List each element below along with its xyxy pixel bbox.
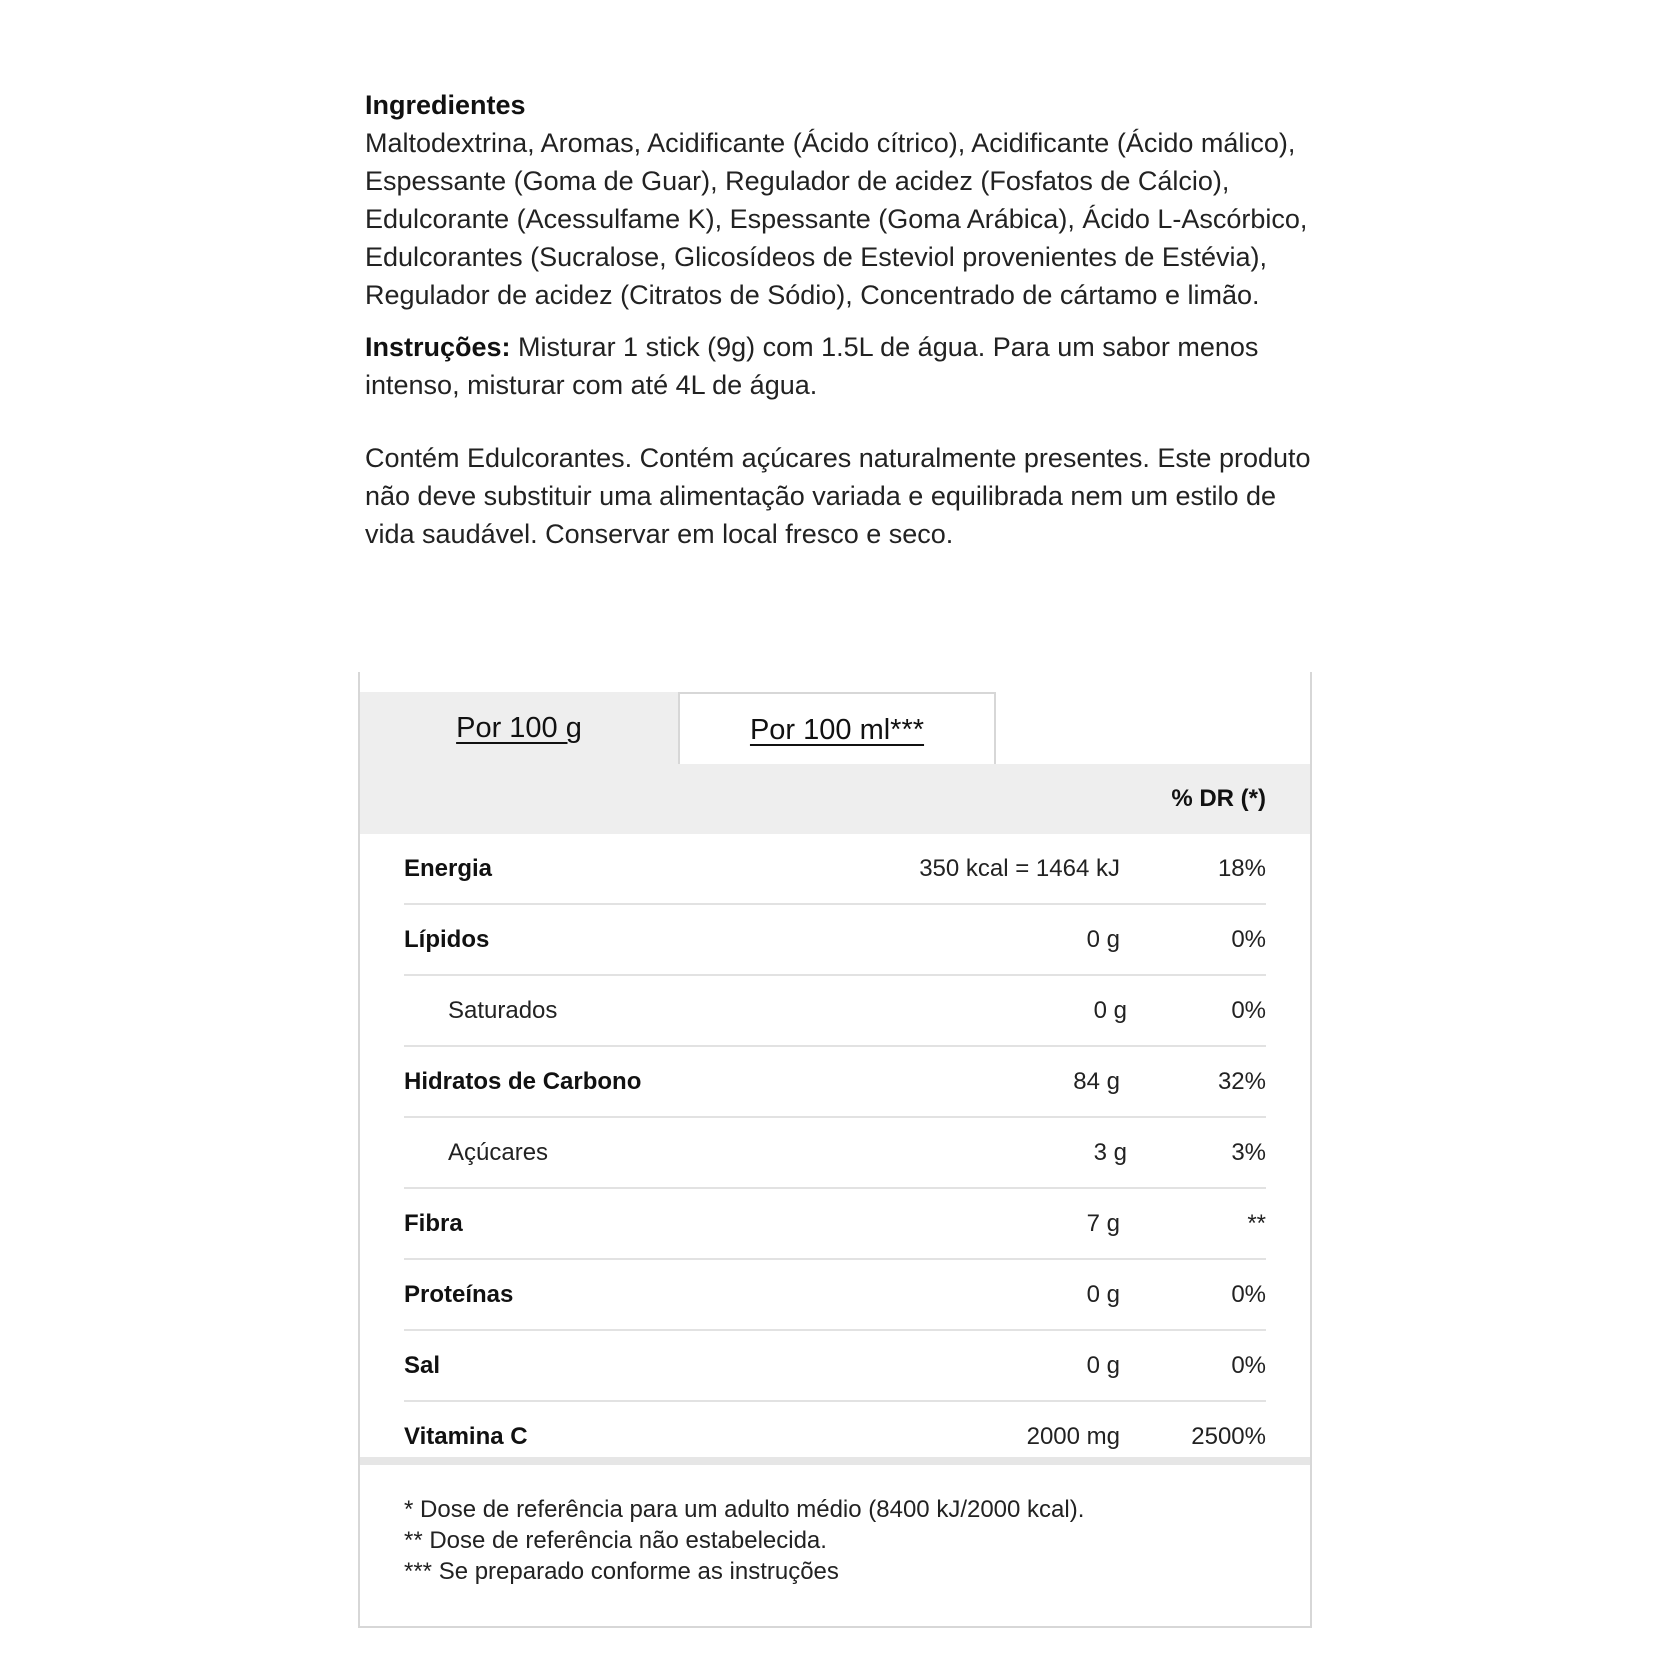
row-amount: 0 g — [1093, 997, 1127, 1024]
tab-per-100ml-label: Por 100 ml*** — [749, 714, 925, 746]
row-name: Hidratos de Carbono — [404, 1068, 642, 1095]
instructions — [365, 328, 1325, 404]
row-pct: 0% — [1231, 926, 1266, 953]
tab-per-100g-label: Por 100 g — [456, 712, 582, 744]
table-row — [404, 905, 1266, 976]
footnote: *** Se preparado conforme as instruções — [404, 1558, 839, 1585]
row-pct: 32% — [1217, 1068, 1266, 1095]
nutrition-table — [404, 834, 1266, 1472]
ingredients-title: Ingredientes — [365, 90, 526, 120]
nutrition-panel — [358, 672, 1312, 1628]
footnotes — [404, 1494, 1264, 1587]
row-pct: 0% — [1231, 1352, 1266, 1379]
table-row — [404, 834, 1266, 905]
instructions-text: Misturar 1 stick (9g) com 1.5L de água. Para um sabor menos intenso, misturar com até 4L de água. — [365, 332, 1259, 400]
table-row — [404, 976, 1266, 1047]
dr-column-header: % DR (*) — [1171, 785, 1266, 812]
row-pct: 3% — [1231, 1139, 1266, 1166]
row-name: Lípidos — [404, 926, 490, 953]
row-amount: 350 kcal = 1464 kJ — [919, 855, 1120, 882]
row-name: Vitamina C — [404, 1423, 528, 1450]
row-name: Proteínas — [404, 1281, 514, 1308]
row-name: Fibra — [404, 1210, 463, 1237]
warning-text: Contém Edulcorantes. Contém açúcares naturalmente presentes. Este produto não deve substituir uma alimentação variada e equilibrada nem um estilo de vida saudável. Conservar em local fresco e seco. — [365, 443, 1311, 549]
row-name: Saturados — [448, 997, 558, 1024]
table-header — [360, 764, 1310, 834]
row-amount: 0 g — [1086, 1281, 1120, 1308]
footnote: ** Dose de referência não estabelecida. — [404, 1527, 827, 1554]
row-pct: ** — [1247, 1210, 1266, 1237]
row-amount: 2000 mg — [1026, 1423, 1120, 1450]
tab-per-100ml[interactable] — [678, 692, 996, 764]
row-amount: 0 g — [1086, 1352, 1120, 1379]
row-amount: 84 g — [1073, 1068, 1120, 1095]
ingredients-text: Maltodextrina, Aromas, Acidificante (Ácido cítrico), Acidificante (Ácido málico), Espessante (Goma de Guar), Regulador de acidez (Fosfatos de Cálcio), Edulcorante (Acessulfame K), Espessante (Goma Arábica), Ácido L-Ascórbico, Edulcorantes (Sucralose, Glicosídeos de Esteviol provenientes de Estévia), Regulador de acidez (Citratos de Sódio), Concentrado de cártamo e limão. — [365, 128, 1308, 310]
row-pct: 2500% — [1191, 1423, 1266, 1450]
instructions-label: Instruções: — [365, 332, 511, 362]
row-pct: 18% — [1217, 855, 1266, 882]
table-row — [404, 1260, 1266, 1331]
tab-per-100g[interactable] — [360, 692, 678, 764]
row-amount: 0 g — [1086, 926, 1120, 953]
row-pct: 0% — [1231, 1281, 1266, 1308]
row-name: Açúcares — [448, 1139, 549, 1166]
table-footer-divider — [360, 1457, 1310, 1465]
table-row — [404, 1118, 1266, 1189]
row-pct: 0% — [1231, 997, 1266, 1024]
table-row — [404, 1189, 1266, 1260]
row-name: Energia — [404, 855, 493, 882]
table-row — [404, 1331, 1266, 1402]
footnote: * Dose de referência para um adulto médio (8400 kJ/2000 kcal). — [404, 1496, 1085, 1523]
product-info — [365, 86, 1325, 553]
row-amount: 3 g — [1093, 1139, 1127, 1166]
nutrition-tabs — [360, 672, 1310, 764]
table-row — [404, 1047, 1266, 1118]
row-amount: 7 g — [1086, 1210, 1120, 1237]
row-name: Sal — [404, 1352, 441, 1379]
